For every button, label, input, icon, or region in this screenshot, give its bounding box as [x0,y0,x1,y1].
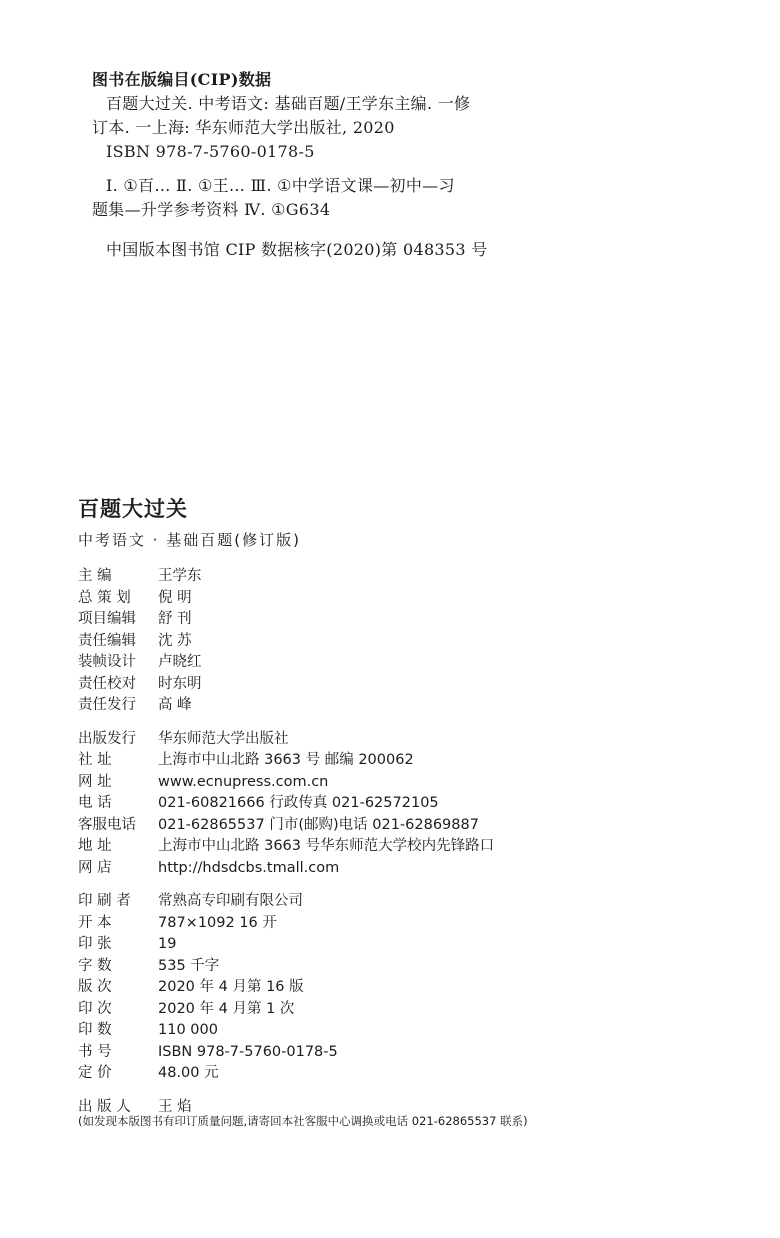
row-value: www.ecnupress.com.cn [158,773,329,790]
printing-row [78,956,738,978]
row-label: 印 次 [78,1000,112,1017]
row-value: 19 [158,936,177,952]
publisher-row [78,793,738,815]
staff-row [78,566,738,588]
row-label: 主 编 [78,568,112,584]
printing-row [78,891,738,913]
row-label: 客服电话 [78,816,136,833]
row-label: 书 号 [78,1043,112,1060]
printing-row [78,1063,738,1085]
row-label: 地 址 [78,838,112,854]
row-value: 787×1092 16 开 [158,914,277,931]
row-label: 出 版 人 [78,1098,131,1115]
publisher-row [78,858,738,880]
row-value: 上海市中山北路 3663 号华东师范大学校内先锋路口 [158,838,495,854]
row-label: 责任校对 [78,675,136,692]
row-label: 出版发行 [78,730,136,747]
row-value: 常熟高专印刷有限公司 [158,893,303,909]
row-label: 责任编辑 [78,632,136,649]
publisher-row [78,750,738,772]
row-value: 110 000 [158,1022,218,1038]
colophon [78,493,738,1118]
row-label: 网 址 [78,773,112,790]
row-value: 535 千字 [158,957,220,974]
row-value: 2020 年 4 月第 16 版 [158,979,304,995]
row-value: 王 焰 [158,1098,192,1115]
staff-row [78,631,738,653]
cip-class-line-1: Ⅰ. ①百… Ⅱ. ①王… Ⅲ. ①中学语文课—初中—习 [106,176,455,195]
row-label: 版 次 [78,979,112,995]
cip-main-line-1: 百题大过关. 中考语文: 基础百题/王学东主编. 一修 [106,94,471,113]
row-label: 印 刷 者 [78,893,131,909]
book-subtitle: 中考语文 · 基础百题(修订版) [78,531,302,549]
row-label: 项目编辑 [78,611,136,627]
row-value: 华东师范大学出版社 [158,730,289,747]
book-title: 百题大过关 [78,496,188,521]
row-label: 电 话 [78,795,112,811]
publisher-row [78,772,738,794]
row-value: ISBN 978-7-5760-0178-5 [158,1043,338,1060]
publisher-list [78,729,738,880]
quality-notice: (如发现本版图书有印订质量问题,请寄回本社客服中心调换或电话 021-62865537 联系) [78,1114,528,1128]
row-value: 上海市中山北路 3663 号 邮编 200062 [158,752,414,768]
printing-row [78,1020,738,1042]
publisher-row [78,815,738,837]
row-label: 总 策 划 [78,589,131,606]
printing-row [78,913,738,935]
row-label: 网 店 [78,859,112,876]
row-label: 定 价 [78,1065,112,1081]
row-value: 48.00 元 [158,1065,219,1081]
cip-block [92,68,732,262]
printing-list [78,891,738,1085]
printing-row [78,999,738,1021]
cip-class-line-2: 题集—升学参考资料 Ⅳ. ①G634 [92,200,331,219]
printing-row [78,1042,738,1064]
staff-row [78,695,738,717]
row-value: 舒 刊 [158,611,192,627]
staff-row [78,674,738,696]
row-label: 责任发行 [78,697,136,713]
cip-main-line-2: 订本. 一上海: 华东师范大学出版社, 2020 [92,118,395,137]
staff-row [78,609,738,631]
row-value: http://hdsdcbs.tmall.com [158,859,340,876]
staff-list [78,566,738,717]
row-value: 021-60821666 行政传真 021-62572105 [158,795,439,811]
row-value: 卢晓红 [158,654,202,670]
row-label: 字 数 [78,957,112,974]
staff-row [78,652,738,674]
row-label: 印 张 [78,936,112,952]
row-label: 印 数 [78,1022,112,1038]
row-value: 王学东 [158,568,202,584]
row-value: 时东明 [158,675,202,692]
row-value: 高 峰 [158,697,192,713]
row-label: 开 本 [78,914,112,931]
row-value: 倪 明 [158,589,192,606]
row-value: 021-62865537 门市(邮购)电话 021-62869887 [158,816,479,833]
printing-row [78,934,738,956]
publisher-row [78,836,738,858]
publisher-row [78,729,738,751]
staff-row [78,588,738,610]
row-value: 沈 苏 [158,632,192,649]
printing-row [78,977,738,999]
cip-heading: 图书在版编目(CIP)数据 [92,70,272,89]
row-label: 装帧设计 [78,654,136,670]
row-label: 社 址 [78,752,112,768]
cip-isbn: ISBN 978-7-5760-0178-5 [106,142,315,161]
row-value: 2020 年 4 月第 1 次 [158,1000,295,1017]
cip-number: 中国版本图书馆 CIP 数据核字(2020)第 048353 号 [106,240,488,259]
